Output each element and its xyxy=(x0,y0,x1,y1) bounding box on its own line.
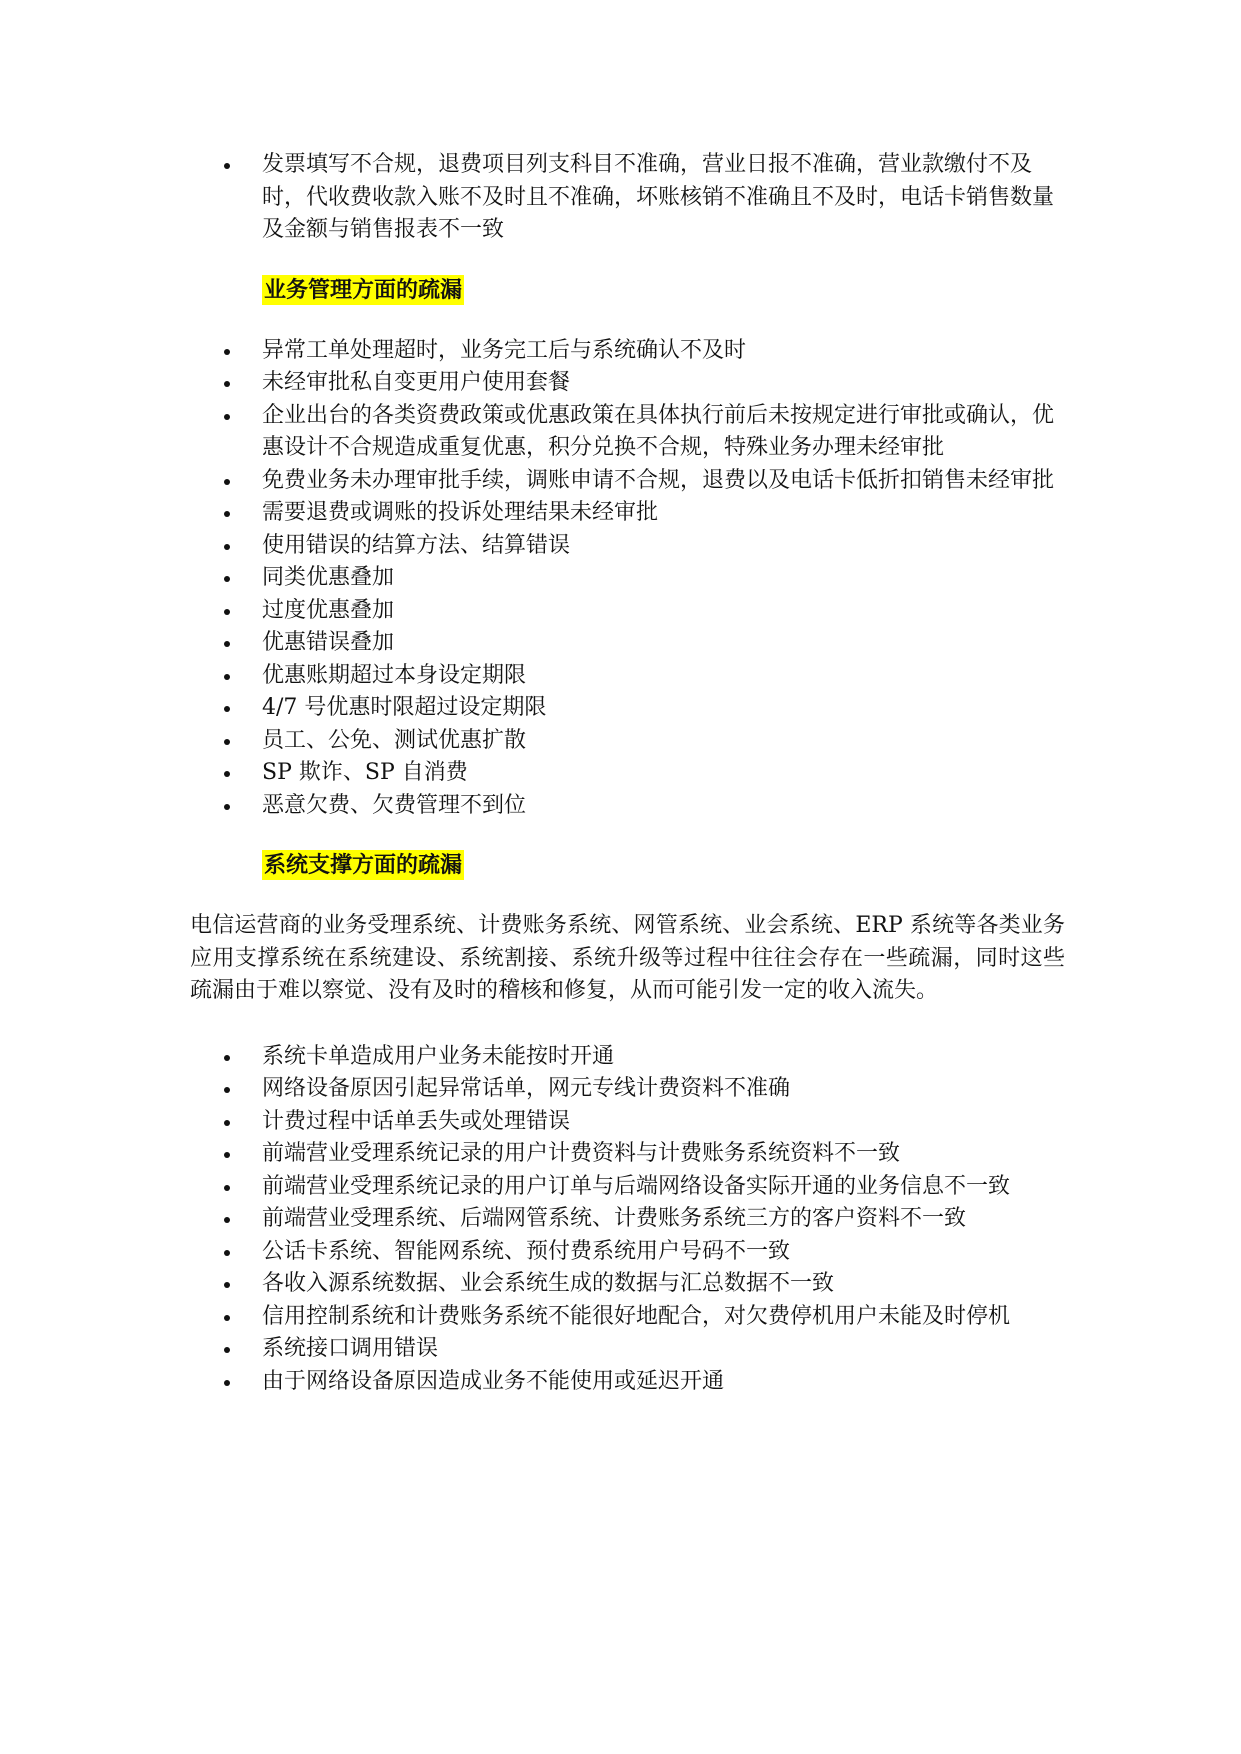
list-item: 系统接口调用错误 xyxy=(190,1333,1065,1366)
list-item: 需要退费或调账的投诉处理结果未经审批 xyxy=(190,497,1065,530)
list-item: 信用控制系统和计费账务系统不能很好地配合，对欠费停机用户未能及时停机 xyxy=(190,1301,1065,1334)
list-item: 员工、公免、测试优惠扩散 xyxy=(190,725,1065,758)
list-item: 免费业务未办理审批手续，调账申请不合规，退费以及电话卡低折扣销售未经审批 xyxy=(190,465,1065,498)
list-item: 计费过程中话单丢失或处理错误 xyxy=(190,1106,1065,1139)
list-item: 系统卡单造成用户业务未能按时开通 xyxy=(190,1041,1065,1074)
list-item: 前端营业受理系统记录的用户计费资料与计费账务系统资料不一致 xyxy=(190,1138,1065,1171)
list-item: 各收入源系统数据、业会系统生成的数据与汇总数据不一致 xyxy=(190,1268,1065,1301)
document-body xyxy=(190,149,1065,1398)
list-item: 由于网络设备原因造成业务不能使用或延迟开通 xyxy=(190,1366,1065,1399)
list-item: 发票填写不合规，退费项目列支科目不准确，营业日报不准确，营业款缴付不及时，代收费收款入账不及时且不准确，坏账核销不准确且不及时，电话卡销售数量及金额与销售报表不一致 xyxy=(190,149,1065,247)
list-item: 前端营业受理系统、后端网管系统、计费账务系统三方的客户资料不一致 xyxy=(190,1203,1065,1236)
list-item: 公话卡系统、智能网系统、预付费系统用户号码不一致 xyxy=(190,1236,1065,1269)
section-heading-business xyxy=(262,275,1065,307)
list-item: 恶意欠费、欠费管理不到位 xyxy=(190,790,1065,823)
list-item: 优惠账期超过本身设定期限 xyxy=(190,660,1065,693)
list-item: 前端营业受理系统记录的用户订单与后端网络设备实际开通的业务信息不一致 xyxy=(190,1171,1065,1204)
business-bullet-list xyxy=(190,335,1065,823)
system-bullet-list xyxy=(190,1041,1065,1399)
list-item: 过度优惠叠加 xyxy=(190,595,1065,628)
list-item: 使用错误的结算方法、结算错误 xyxy=(190,530,1065,563)
list-item: 异常工单处理超时，业务完工后与系统确认不及时 xyxy=(190,335,1065,368)
list-item: 网络设备原因引起异常话单，网元专线计费资料不准确 xyxy=(190,1073,1065,1106)
section-heading-text: 系统支撑方面的疏漏 xyxy=(264,852,463,878)
list-item: 企业出台的各类资费政策或优惠政策在具体执行前后未按规定进行审批或确认，优惠设计不合规造成重复优惠，积分兑换不合规，特殊业务办理未经审批 xyxy=(190,400,1065,465)
top-bullet-list xyxy=(190,149,1065,247)
list-item: 未经审批私自变更用户使用套餐 xyxy=(190,367,1065,400)
list-item: 优惠错误叠加 xyxy=(190,627,1065,660)
list-item: SP 欺诈、SP 自消费 xyxy=(190,757,1065,790)
list-item: 同类优惠叠加 xyxy=(190,562,1065,595)
section-heading-text: 业务管理方面的疏漏 xyxy=(264,276,463,303)
section-heading-system xyxy=(262,850,1065,882)
system-paragraph: 电信运营商的业务受理系统、计费账务系统、网管系统、业会系统、ERP 系统等各类业务应用支撑系统在系统建设、系统割接、系统升级等过程中往往会存在一些疏漏，同时这些疏漏由于难以察觉、没有及时的稽核和修复，从而可能引发一定的收入流失。 xyxy=(190,913,1065,1003)
list-item: 4/7 号优惠时限超过设定期限 xyxy=(190,692,1065,725)
